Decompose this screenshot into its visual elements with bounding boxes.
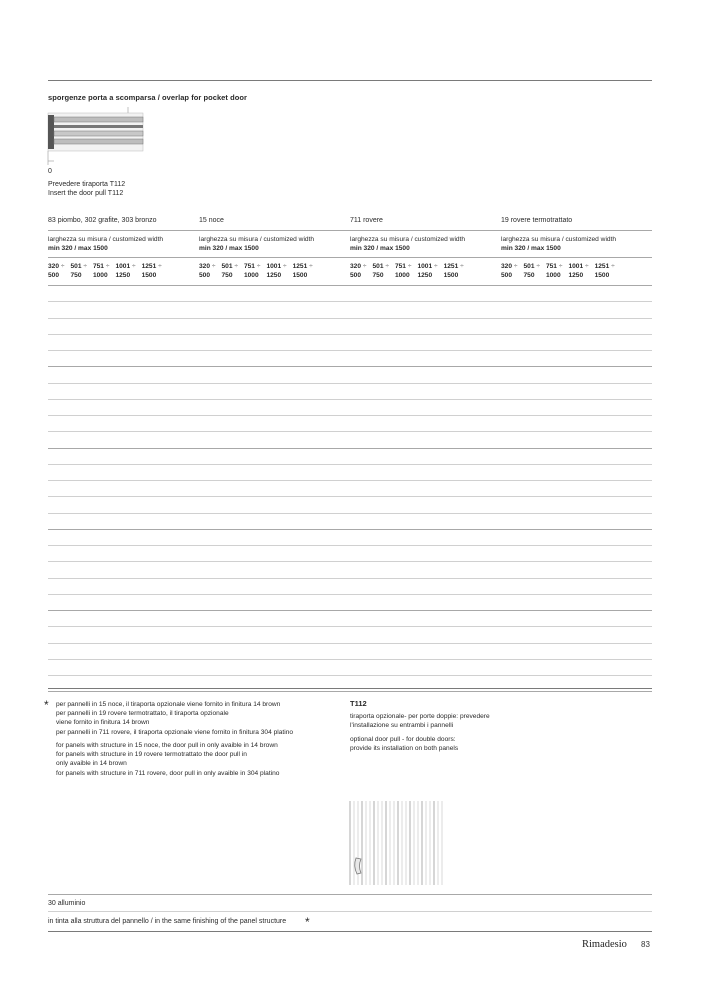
- table-grid-line: [48, 578, 652, 579]
- table-grid-line: [48, 285, 652, 286]
- size-range: 751 ÷ 1000: [92, 263, 110, 279]
- t112-line: optional door pull - for double doors:: [350, 736, 456, 743]
- table-bottom-rule: [48, 688, 652, 689]
- table-grid-line: [48, 366, 652, 367]
- finish-column-2: [199, 216, 349, 280]
- size-range: 501 ÷ 750: [70, 263, 87, 279]
- table-grid-line: [48, 334, 652, 335]
- bottom-finish: 30 alluminio: [48, 900, 86, 907]
- table-grid-line: [48, 399, 652, 400]
- instruction-en: Insert the door pull T112: [48, 190, 124, 197]
- door-pull-image: [349, 801, 445, 885]
- asterisk-icon: *: [44, 698, 49, 712]
- bottom-finish-note: in tinta alla struttura del pannello / in the same finishing of the panel structure: [48, 918, 287, 925]
- footnote-line: per pannelli in 711 rovere, il tiraporta opzionale viene fornito in finitura 304 platino: [56, 728, 294, 736]
- footnote-line: for panels with structure in 711 rovere, door pull in only avaible in 304 platino: [56, 769, 280, 777]
- size-range: 1001 ÷ 1250: [568, 263, 589, 279]
- size-range: 320 ÷ 500: [199, 263, 216, 279]
- table-grid-line: [48, 594, 652, 595]
- overlap-diagram: [46, 107, 146, 167]
- size-ranges: [350, 262, 500, 280]
- table-grid-line: [48, 529, 652, 530]
- finish-column-4: [501, 216, 651, 280]
- table-grid-line: [48, 626, 652, 627]
- size-range: 1001 ÷ 1250: [417, 263, 438, 279]
- finish-name: 15 noce: [199, 217, 224, 224]
- size-range: 1001 ÷ 1250: [115, 263, 136, 279]
- width-range: min 320 / max 1500: [501, 245, 561, 252]
- bottom-rule: [48, 931, 652, 932]
- table-grid-line: [48, 691, 652, 692]
- table-grid-line: [48, 496, 652, 497]
- table-grid-line: [48, 480, 652, 481]
- table-grid-line: [48, 350, 652, 351]
- table-grid-line: [48, 464, 652, 465]
- width-label: larghezza su misura / customized width: [48, 236, 164, 243]
- brand-logo: Rimadesio: [582, 939, 627, 950]
- size-range: 320 ÷ 500: [48, 263, 65, 279]
- table-grid-line: [48, 383, 652, 384]
- table-rule: [48, 257, 652, 258]
- t112-line: provide its installation on both panels: [350, 745, 459, 753]
- finish-name: 83 piombo, 302 grafite, 303 bronzo: [48, 217, 157, 224]
- table-grid-line: [48, 659, 652, 660]
- width-label: larghezza su misura / customized width: [501, 236, 617, 243]
- width-range: min 320 / max 1500: [199, 245, 259, 252]
- table-rule: [48, 230, 652, 231]
- footnote-line: only avaible in 14 brown: [56, 760, 127, 768]
- size-range: 1251 ÷ 1500: [443, 263, 464, 279]
- footnote-line: viene fornito in finitura 14 brown: [56, 719, 150, 727]
- size-ranges: [199, 262, 349, 280]
- table-grid-line: [48, 610, 652, 611]
- finish-column-3: [350, 216, 500, 280]
- footnote-line: per pannelli in 19 rovere termotrattato, il tiraporta opzionale: [56, 710, 229, 718]
- table-grid-line: [48, 643, 652, 644]
- finish-name: 19 rovere termotrattato: [501, 217, 573, 224]
- table-grid-line: [48, 415, 652, 416]
- width-label: larghezza su misura / customized width: [199, 236, 315, 243]
- size-range: 751 ÷ 1000: [394, 263, 412, 279]
- size-range: 1001 ÷ 1250: [266, 263, 287, 279]
- width-label: larghezza su misura / customized width: [350, 236, 466, 243]
- size-range: 320 ÷ 500: [501, 263, 518, 279]
- footnote-english: [56, 741, 336, 778]
- width-range: min 320 / max 1500: [48, 245, 108, 252]
- asterisk-icon: *: [305, 915, 310, 929]
- footnote-line: for panels with structure in 19 rovere termotrattato the door pull in: [56, 751, 247, 759]
- table-grid-line: [48, 301, 652, 302]
- size-range: 320 ÷ 500: [350, 263, 367, 279]
- size-range: 751 ÷ 1000: [243, 263, 261, 279]
- zero-label: 0: [48, 168, 52, 175]
- section-title: sporgenze porta a scomparsa / overlap for pocket door: [48, 93, 247, 102]
- t112-italian: [350, 712, 550, 730]
- finish-name: 711 rovere: [350, 217, 383, 224]
- bottom-rule: [48, 911, 652, 912]
- t112-line: l'installazione su entrambi i pannelli: [350, 722, 454, 730]
- size-range: 1251 ÷ 1500: [141, 263, 162, 279]
- page-number: 83: [641, 940, 650, 949]
- t112-line: tiraporta opzionale- per porte doppie: prevedere: [350, 713, 490, 720]
- footnote-line: per pannelli in 15 noce, il tiraporta opzionale viene fornito in finitura 14 brown: [56, 701, 281, 708]
- t112-english: [350, 735, 550, 753]
- size-range: 1251 ÷ 1500: [594, 263, 615, 279]
- table-grid-line: [48, 513, 652, 514]
- t112-code: T112: [350, 699, 367, 708]
- bottom-rule: [48, 894, 652, 895]
- size-ranges: [501, 262, 651, 280]
- footnote-italian: [56, 700, 336, 737]
- table-grid-line: [48, 675, 652, 676]
- size-range: 501 ÷ 750: [372, 263, 389, 279]
- instruction-it: Prevedere tiraporta T112: [48, 181, 126, 188]
- table-grid-line: [48, 545, 652, 546]
- size-range: 751 ÷ 1000: [545, 263, 563, 279]
- size-range: 501 ÷ 750: [221, 263, 238, 279]
- table-grid-line: [48, 318, 652, 319]
- size-range: 1251 ÷ 1500: [292, 263, 313, 279]
- width-range: min 320 / max 1500: [350, 245, 410, 252]
- table-grid-line: [48, 448, 652, 449]
- finish-column-1: [48, 216, 198, 280]
- footnote-line: for panels with structure in 15 noce, the door pull in only avaible in 14 brown: [56, 742, 278, 749]
- top-rule: [48, 80, 652, 81]
- size-ranges: [48, 262, 198, 280]
- table-grid-line: [48, 431, 652, 432]
- table-grid-line: [48, 561, 652, 562]
- size-range: 501 ÷ 750: [523, 263, 540, 279]
